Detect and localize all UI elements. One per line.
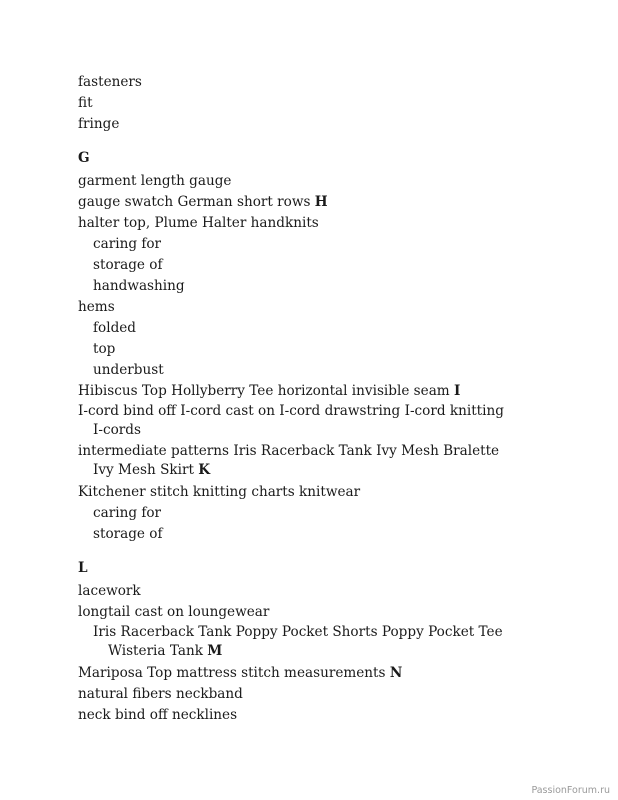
index-subentry (78, 623, 518, 661)
index-entry: neck bind off necklines (78, 707, 238, 723)
inline-section-letter: M (207, 643, 223, 659)
index-subentry: top (93, 341, 116, 357)
entry-text: Hibiscus Top Hollyberry Tee horizontal invisible seam (78, 383, 455, 399)
index-entry: I-cord bind off I-cord cast on I-cord drawstring I-cord knitting I-cords (78, 403, 504, 438)
index-page (78, 72, 518, 726)
index-entry: halter top, Plume Halter handknits (78, 215, 319, 231)
index-entry (78, 442, 518, 480)
index-entry: fasteners (78, 74, 142, 90)
index-entry: fringe (78, 116, 120, 132)
index-entry (78, 381, 518, 402)
inline-section-letter: H (314, 194, 328, 210)
inline-section-letter: I (454, 383, 461, 399)
index-subentry: caring for (93, 236, 162, 252)
section-letter-l: L (78, 560, 88, 576)
index-entry: lacework (78, 583, 141, 599)
index-entry: fit (78, 95, 93, 111)
inline-section-letter: K (198, 462, 211, 478)
index-subentry: caring for (93, 505, 162, 521)
index-entry (78, 663, 518, 684)
entry-text: gauge swatch German short rows (78, 194, 315, 210)
section-letter-g: G (78, 150, 90, 166)
inline-section-letter: N (389, 665, 403, 681)
index-subentry: handwashing (93, 278, 185, 294)
entry-text: Mariposa Top mattress stitch measurements (78, 665, 390, 681)
entry-text: Iris Racerback Tank Poppy Pocket Shorts Poppy Pocket Tee Wisteria Tank (93, 624, 503, 659)
index-entry: natural fibers neckband (78, 686, 243, 702)
index-subentry: folded (93, 320, 137, 336)
index-entry: hems (78, 299, 115, 315)
site-watermark: PassionForum.ru (531, 785, 610, 796)
index-subentry: storage of (93, 526, 163, 542)
index-subentry: underbust (93, 362, 164, 378)
entry-text: intermediate patterns Iris Racerback Tank Ivy Mesh Bralette Ivy Mesh Skirt (78, 443, 500, 478)
index-entry: Kitchener stitch knitting charts knitwear (78, 484, 361, 500)
index-entry (78, 192, 518, 213)
index-entry: garment length gauge (78, 173, 232, 189)
index-entry: longtail cast on loungewear (78, 604, 270, 620)
index-subentry: storage of (93, 257, 163, 273)
